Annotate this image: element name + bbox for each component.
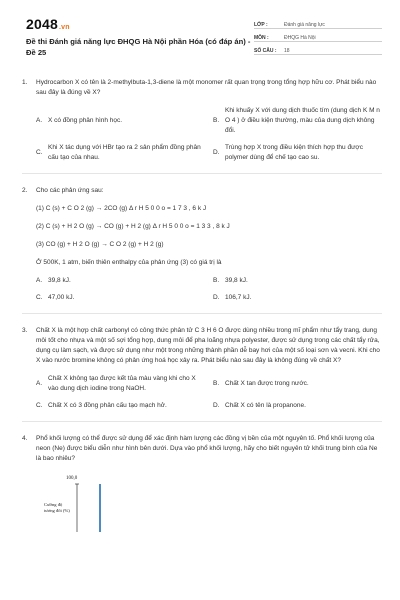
spectrum-plot [44,472,194,532]
reaction-line: (3) CO (g) + H 2 O (g) → C O 2 (g) + H 2 (g) [36,241,164,248]
option-text: 39,8 kJ. [48,277,71,284]
mass-spectrum-figure [44,472,382,532]
option-letter: C. [36,294,43,301]
question-body [36,326,382,411]
option-text: 47,00 kJ. [48,294,75,301]
option-letter: B. [213,117,220,124]
option-c[interactable] [36,401,205,411]
y-axis-label: Cường độ tương đối (%) [44,502,70,513]
option-b[interactable] [213,276,382,286]
option-text: Khi X tác dụng với HBr tạo ra 2 sản phẩm đồng phân cấu tạo của nhau. [48,144,201,161]
option-d[interactable] [213,143,382,163]
question-text: Chất X là một hợp chất carbonyl có công thức phân tử C 3 H 6 O được dùng nhiều trong mĩ phẩm như tẩy trang, dung môi tốt cho nhựa và một số sợi tổng hợp, dung môi để pha loãng nhựa polyester, được sử dụng trong các chất tẩy rửa, dụng cụ làm sạch, và được sử dụng như một trong những thành phần dễ bay hơi của một số loại sơn và vecni. Khi cho X vào nước bromine không có phản ứng hoá học xảy ra. Phát biểu nào sau đây là không đúng về chất X? [36,327,380,364]
meta-value: 18 [284,48,290,54]
question-prompt: Ở 500K, 1 atm, biến thiên enthalpy của phản ứng (3) có giá trị là [36,259,222,266]
option-d[interactable] [213,293,382,303]
option-letter: C. [36,149,43,156]
option-text: 106,7 kJ. [225,294,252,301]
site-logo[interactable] [26,16,70,32]
option-b[interactable] [213,374,382,394]
option-b[interactable] [213,106,382,136]
option-letter: A. [36,117,43,124]
option-a[interactable] [36,106,205,136]
option-d[interactable] [213,401,382,411]
option-text: Khi khuấy X với dung dịch thuốc tím (dung dịch K M n O 4 ) ở điều kiện thường, màu của dung dịch không đổi. [225,107,380,134]
question-3 [22,326,382,411]
document-header [26,14,382,66]
question-4 [22,434,382,532]
question-body [36,78,382,163]
option-letter: D. [213,294,220,301]
option-letter: C. [36,402,43,409]
question-list [22,78,382,542]
option-list [36,276,382,303]
option-letter: B. [213,380,220,387]
meta-key: LỚP : [254,22,268,28]
question-text: Hydrocarbon X có tên là 2-methylbuta-1,3-diene là một monomer rất quan trọng trong tổng hợp hữu cơ. Phát biểu nào sau đây là đúng về X? [36,79,377,96]
question-body [36,186,382,303]
option-letter: B. [213,277,220,284]
question-text: Phổ khối lượng có thể được sử dụng để xác định hàm lượng các đồng vị bền của một nguyên tố. Phổ khối lượng của neon (Ne) được biểu diễn như hình bên dưới. Dựa vào phổ khối lượng, hãy cho biết nguyên tử khối trung bình của Ne là bao nhiêu? [36,435,378,462]
meta-key: SỐ CÂU : [254,48,277,54]
option-text: 39,8 kJ. [225,277,248,284]
option-c[interactable] [36,143,205,163]
meta-row-count [254,42,382,55]
document-title: Đề thi Đánh giá năng lực ĐHQG Hà Nội phần Hóa (có đáp án) - Đề 25 [26,37,251,57]
option-a[interactable] [36,374,205,394]
meta-value: ĐHQG Hà Nội [284,35,316,41]
option-c[interactable] [36,293,205,303]
y-axis-max-label: 100,0 [66,476,78,481]
question-1 [22,78,382,163]
question-intro: Cho các phản ứng sau: [36,187,104,194]
divider [22,313,382,314]
option-letter: A. [36,277,43,284]
reaction-line: (2) C (s) + H 2 O (g) → CO (g) + H 2 (g) Δ r H 5 0 0 o = 1 3 3 , 8 k J [36,223,230,230]
option-text: Chất X tan được trong nước. [225,380,309,387]
question-number: 3. [22,327,28,334]
logo-text: 2048 [26,16,58,32]
option-text: X có đồng phân hình học. [48,117,123,124]
question-2 [22,186,382,303]
option-letter: D. [213,149,220,156]
meta-row-class [254,16,382,29]
question-number: 4. [22,435,28,442]
option-text: Chất X có tên là propanone. [225,402,306,409]
option-a[interactable] [36,276,205,286]
option-list [36,106,382,163]
question-number: 2. [22,187,28,194]
option-letter: D. [213,402,220,409]
divider [22,173,382,174]
option-text: Chất X có 3 đồng phân cấu tạo mạch hở. [48,402,167,409]
option-letter: A. [36,380,43,387]
option-list [36,374,382,411]
document-meta [254,16,382,55]
meta-value: Đánh giá năng lực [284,22,325,28]
meta-row-subject [254,29,382,42]
option-text: Chất X không tạo được kết tủa màu vàng khi cho X vào dung dịch iodine trong NaOH. [48,375,196,392]
reaction-line: (1) C (s) + C O 2 (g) → 2CO (g) Δ r H 5 0 0 o = 1 7 3 , 6 k J [36,205,207,212]
logo-suffix: .vn [58,24,70,31]
option-text: Trùng hợp X trong điều kiện thích hợp thu được polymer dùng để chế tạo cao su. [225,144,363,161]
meta-key: MÔN : [254,35,269,41]
question-number: 1. [22,79,28,86]
question-body [36,434,382,532]
divider [22,421,382,422]
